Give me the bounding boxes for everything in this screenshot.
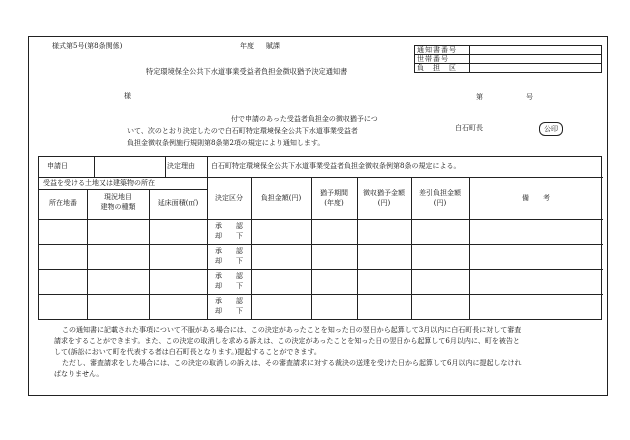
- col-deferred-1: 徴収猶予金額: [363, 189, 405, 197]
- col-period-2: (年度): [324, 199, 344, 207]
- form-number: 様式第5号(第8条関係): [52, 42, 123, 50]
- row2-approve[interactable]: 承 認: [215, 247, 243, 255]
- row3-reject[interactable]: 却 下: [215, 282, 243, 290]
- fiscal-year-label: 年度: [240, 42, 254, 50]
- land-group-label: 受益を受ける土地又は建築物の所在: [43, 179, 155, 187]
- col-remarks: 備 考: [522, 194, 550, 202]
- id-label-burden-district: 負 担 区: [415, 64, 470, 73]
- row1-approve[interactable]: 承 認: [215, 222, 243, 230]
- col-location: 所在地番: [49, 199, 77, 207]
- document-title: 特定環境保全公共下水道事業受益者負担金徴収猶予決定通知書: [146, 67, 348, 76]
- note-line-3: して(訴訟において町を代表する者は白石町長となります。)提起することができます。: [54, 348, 321, 356]
- addressee-suffix: 様: [124, 92, 131, 100]
- col-decision: 決定区分: [215, 194, 243, 202]
- doc-number-suffix: 号: [526, 93, 533, 101]
- col-land-category-1: 現況地目: [104, 193, 132, 201]
- note-line-1: この通知書に記載された事項について不服がある場合には、この決定があったことを知った日の翌日から起算して3月以内に白石町長に対して審査: [62, 326, 522, 334]
- note-line-5: ばなりません。: [54, 370, 104, 378]
- body-line-3: 負担金徴収条例施行規則第8条第2項の規定により通知します。: [127, 139, 325, 147]
- col-net-1: 差引負担金額: [419, 189, 461, 197]
- body-line-1: 付で申請のあった受益者負担金の徴収猶予につ: [231, 115, 378, 123]
- row4-reject[interactable]: 却 下: [215, 307, 243, 315]
- id-label-notice-number: 通知書番号: [415, 46, 470, 55]
- decision-table: [38, 156, 602, 320]
- col-land-category-2: 建物の種類: [100, 203, 136, 211]
- tax-division-label: 賦課: [266, 42, 280, 50]
- id-value-burden-district[interactable]: [470, 64, 602, 73]
- row4-approve[interactable]: 承 認: [215, 297, 243, 305]
- decision-reason-text: 白石町特定環境保全公共下水道事業受益者負担金徴収条例第8条の規定による。: [211, 162, 461, 170]
- row2-reject[interactable]: 却 下: [215, 257, 243, 265]
- id-table: [414, 45, 602, 73]
- col-burden: 負担金額(円): [260, 194, 302, 202]
- id-value-notice-number[interactable]: [470, 46, 602, 55]
- official-seal: 公印: [539, 122, 563, 136]
- application-date-label: 申請日: [47, 162, 68, 170]
- row3-approve[interactable]: 承 認: [215, 272, 243, 280]
- col-net-2: (円): [433, 199, 447, 207]
- col-period-1: 猶予期間: [320, 189, 348, 197]
- body-line-2: いて、次のとおり決定したので白石町特定環境保全公共下水道事業受益者: [127, 127, 358, 135]
- row1-reject[interactable]: 却 下: [215, 232, 243, 240]
- note-line-2: 請求をすることができます。また、この決定の取消しを求める訴えは、この決定があったことを知った日の翌日から起算して6月以内に、町を被告と: [54, 337, 520, 345]
- note-line-4: ただし、審査請求をした場合には、この決定の取消しの訴えは、その審査請求に対する裁決の送達を受けた日から起算して6月以内に提起しなけれ: [62, 359, 522, 367]
- decision-reason-label: 決定理由: [167, 162, 195, 170]
- mayor-title: 白石町長: [455, 124, 483, 132]
- col-floor-area: 延床面積(㎡): [157, 199, 199, 207]
- id-label-household-number: 世帯番号: [415, 55, 470, 64]
- col-deferred-2: (円): [377, 199, 391, 207]
- doc-number-label: 第: [476, 93, 483, 101]
- id-value-household-number[interactable]: [470, 55, 602, 64]
